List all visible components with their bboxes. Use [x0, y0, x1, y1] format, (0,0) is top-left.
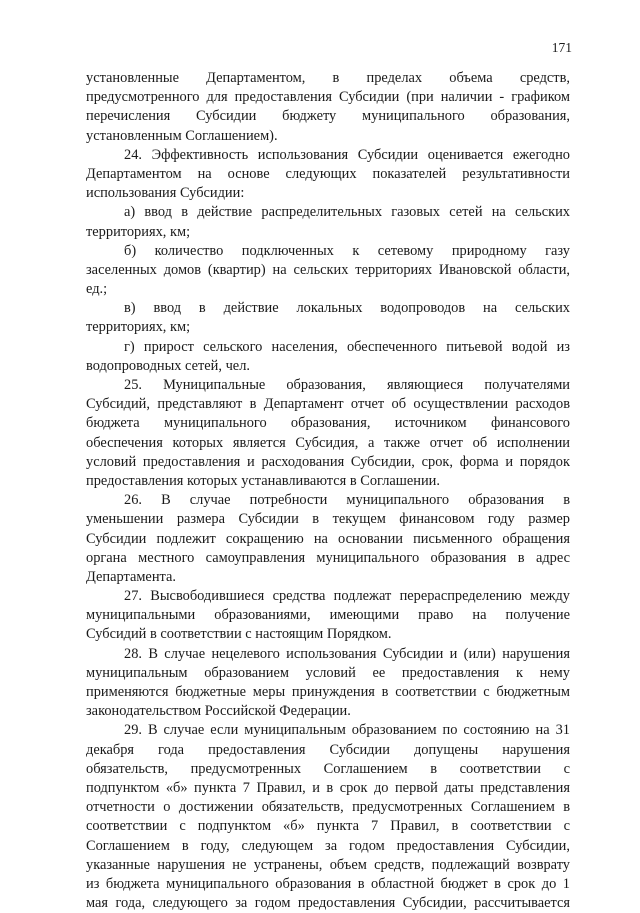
text-line: обеспечения которых является Субсидия, а также отчет об исполнении	[86, 434, 570, 451]
page-number: 171	[551, 40, 572, 55]
text-line: бюджета муниципального образования, источником финансового	[86, 415, 570, 432]
text-line: Субсидий в соответствии с настоящим Порядком.	[86, 626, 392, 643]
text-line: декабря года предоставления Субсидии допущены нарушения	[86, 741, 570, 758]
text-line: 29. В случае если муниципальным образованием по состоянию на 31	[124, 722, 570, 739]
text-line: 27. Высвободившиеся средства подлежат перераспределению между	[124, 588, 570, 605]
text-line: б) количество подключенных к сетевому природному газу	[124, 242, 570, 259]
text-line: применяются бюджетные меры принуждения в соответствии с бюджетным	[86, 684, 570, 700]
text-line: условий предоставления и расходования Субсидии, срок, форма и порядок	[86, 453, 570, 470]
text-line: 26. В случае потребности муниципального образования в	[124, 492, 570, 509]
text-line: заселенных домов (квартир) на сельских территориях Ивановской области,	[86, 261, 570, 278]
text-line: территориях, км;	[86, 223, 191, 240]
text-line: соответствии с подпунктом «б» пункта 7 Правил, в соответствии с	[86, 818, 570, 835]
text-line: в) ввод в действие локальных водопроводов на сельских	[124, 300, 570, 317]
text-line: органа местного самоуправления муниципального образования в адрес	[86, 549, 570, 566]
text-line: Департамента.	[86, 568, 176, 585]
text-line: подпунктом «б» пункта 7 Правил, и в срок до первой даты представления	[86, 779, 570, 796]
text-line: Соглашением в году, следующем за годом предоставления Субсидии,	[86, 837, 570, 854]
text-line: Субсидий, представляют в Департамент отчет об осуществлении расходов	[86, 396, 570, 413]
text-line: предоставления которых устанавливаются в Соглашении.	[86, 472, 440, 489]
text-line: муниципальным образованием условий ее предоставления к нему	[86, 664, 570, 681]
text-line: перечисления Субсидии бюджету муниципального образования,	[86, 108, 570, 125]
text-line: указанные нарушения не устранены, объем средств, подлежащий возврату	[86, 856, 570, 873]
text-line: предусмотренного для предоставления Субсидии (при наличии - графиком	[86, 89, 570, 106]
text-line: уменьшении размера Субсидии в текущем финансовом году размер	[86, 511, 570, 528]
text-line: муниципальными образованиями, имеющими право на получение	[86, 607, 570, 624]
text-line: ед.;	[86, 281, 108, 298]
text-line: водопроводных сетей, чел.	[86, 357, 250, 374]
text-line: установленные Департаментом, в пределах объема средств,	[86, 70, 570, 86]
text-line: мая года, следующего за годом предоставления Субсидии, рассчитывается	[86, 895, 570, 912]
text-line: Субсидии подлежит сокращению на основании письменного обращения	[86, 530, 570, 547]
text-line: г) прирост сельского населения, обеспеченного питьевой водой из	[124, 338, 570, 355]
text-line: 28. В случае нецелевого использования Субсидии и (или) нарушения	[124, 645, 570, 662]
text-line: из бюджета муниципального образования в областной бюджет в срок до 1	[86, 875, 570, 892]
text-line: использования Субсидии:	[86, 185, 245, 202]
text-line: 25. Муниципальные образования, являющиеся получателями	[124, 377, 570, 393]
text-line: установленным Соглашением).	[86, 127, 278, 144]
text-line: территориях, км;	[86, 319, 191, 336]
text-line: обязательств, предусмотренных Соглашением в соответствии с	[86, 760, 570, 777]
document-body	[86, 69, 570, 913]
text-line: Департаментом на основе следующих показателей результативности	[86, 165, 570, 182]
text-line: отчетности о достижении обязательств, предусмотренных Соглашением в	[86, 799, 570, 816]
text-line: законодательством Российской Федерации.	[86, 703, 351, 720]
text-line: а) ввод в действие распределительных газовых сетей на сельских	[124, 204, 570, 221]
text-line: 24. Эффективность использования Субсидии оценивается ежегодно	[124, 146, 570, 163]
